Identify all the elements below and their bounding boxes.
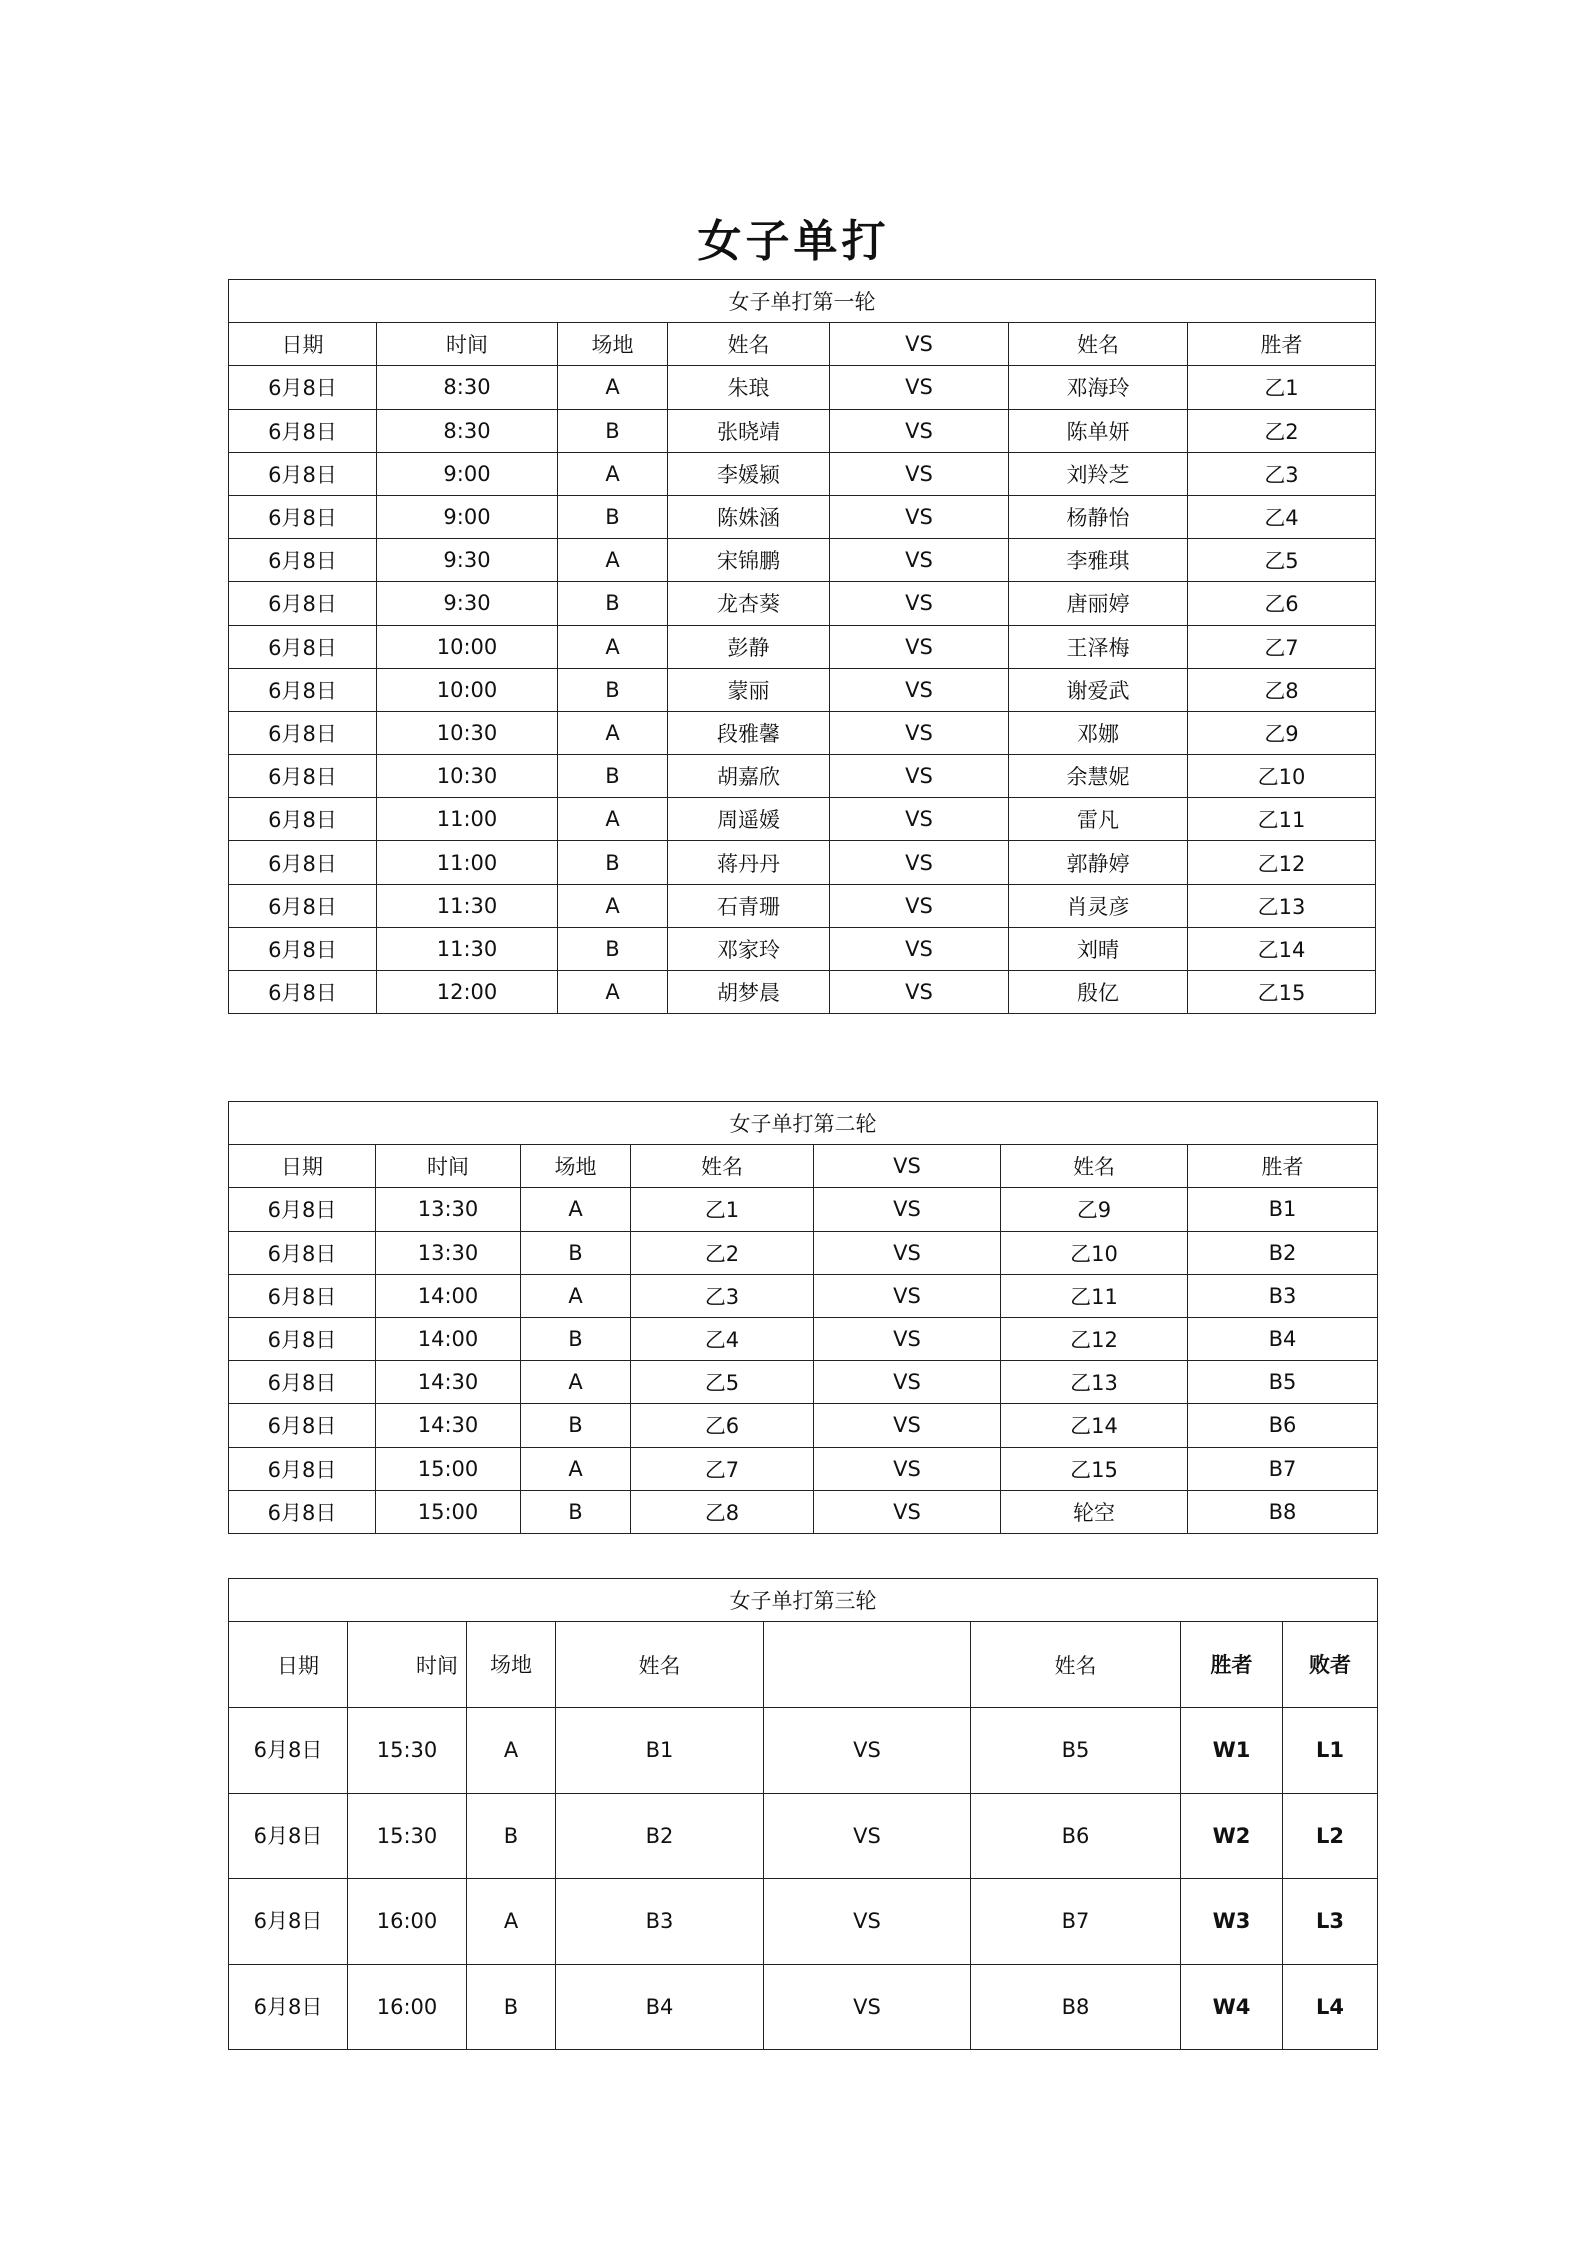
cell-vs: VS [830,366,1009,409]
cell-time: 9:00 [377,495,558,538]
cell-date: 6月8日 [229,1964,348,2050]
cell-time: 13:30 [376,1231,521,1274]
table-row [229,841,1376,884]
cell-name-right: 乙15 [1001,1447,1188,1490]
cell-name-right: 郭静婷 [1009,841,1188,884]
cell-winner: B4 [1188,1317,1378,1360]
table-row [229,539,1376,582]
round2-table [228,1101,1378,1534]
cell-court: B [558,582,668,625]
cell-name-right: 邓海玲 [1009,366,1188,409]
cell-winner: 乙10 [1188,755,1376,798]
cell-winner: B6 [1188,1404,1378,1447]
cell-winner: 乙3 [1188,452,1376,495]
cell-vs: VS [814,1317,1001,1360]
cell-date: 6月8日 [229,625,377,668]
cell-vs: VS [830,798,1009,841]
cell-time: 16:00 [348,1964,467,2050]
cell-date: 6月8日 [229,668,377,711]
header-row [229,1622,1378,1708]
cell-name-left: 乙2 [631,1231,814,1274]
cell-name-left: B3 [556,1879,764,1965]
cell-date: 6月8日 [229,452,377,495]
cell-name-right: 唐丽婷 [1009,582,1188,625]
cell-name-left: B2 [556,1793,764,1879]
table-row [229,1879,1378,1965]
cell-court: A [558,971,668,1014]
cell-name-left: 张晓靖 [668,409,830,452]
cell-court: B [521,1231,631,1274]
cell-date: 6月8日 [229,1274,376,1317]
cell-time: 9:30 [377,539,558,582]
table-row [229,1708,1378,1794]
table-row [229,625,1376,668]
cell-vs: VS [830,884,1009,927]
cell-vs: VS [830,971,1009,1014]
table-row [229,1317,1378,1360]
round2-body [229,1102,1378,1534]
cell-time: 10:30 [377,755,558,798]
cell-date: 6月8日 [229,366,377,409]
table-row [229,668,1376,711]
cell-date: 6月8日 [229,1317,376,1360]
cell-vs: VS [814,1447,1001,1490]
cell-name-left: 陈姝涵 [668,495,830,538]
cell-name-right: 乙9 [1001,1188,1188,1231]
cell-name-right: 乙12 [1001,1317,1188,1360]
cell-winner: B1 [1188,1188,1378,1231]
cell-vs: VS [830,841,1009,884]
header-name-left: 姓名 [631,1145,814,1188]
cell-vs: VS [814,1490,1001,1533]
cell-court: A [558,452,668,495]
cell-vs: VS [830,711,1009,754]
cell-date: 6月8日 [229,495,377,538]
cell-name-right: B7 [971,1879,1181,1965]
cell-vs: VS [830,409,1009,452]
cell-vs: VS [764,1879,971,1965]
cell-court: A [558,366,668,409]
table-row [229,1188,1378,1231]
cell-court: B [558,841,668,884]
cell-vs: VS [814,1231,1001,1274]
cell-winner: 乙5 [1188,539,1376,582]
round3-table [228,1578,1378,2050]
cell-loser: L2 [1283,1793,1378,1879]
cell-name-right: 王泽梅 [1009,625,1188,668]
cell-date: 6月8日 [229,1879,348,1965]
cell-winner: B7 [1188,1447,1378,1490]
cell-time: 11:30 [377,884,558,927]
cell-court: A [521,1188,631,1231]
header-name-left: 姓名 [668,323,830,366]
cell-time: 10:30 [377,711,558,754]
header-name-left: 姓名 [556,1622,764,1708]
cell-name-right: B6 [971,1793,1181,1879]
cell-time: 12:00 [377,971,558,1014]
cell-name-right: 余慧妮 [1009,755,1188,798]
cell-court: B [558,409,668,452]
table-row [229,366,1376,409]
round1-table [228,279,1376,1014]
cell-name-right: 雷凡 [1009,798,1188,841]
cell-name-left: 石青珊 [668,884,830,927]
cell-date: 6月8日 [229,755,377,798]
cell-winner: 乙8 [1188,668,1376,711]
cell-court: A [467,1879,556,1965]
cell-name-left: B1 [556,1708,764,1794]
table-row [229,1793,1378,1879]
cell-court: B [467,1793,556,1879]
cell-time: 9:30 [377,582,558,625]
cell-court: B [521,1490,631,1533]
cell-name-right: 刘晴 [1009,927,1188,970]
cell-date: 6月8日 [229,1447,376,1490]
cell-vs: VS [830,582,1009,625]
table-row [229,409,1376,452]
cell-date: 6月8日 [229,971,377,1014]
cell-name-left: 乙4 [631,1317,814,1360]
cell-vs: VS [764,1793,971,1879]
cell-court: B [558,927,668,970]
cell-vs: VS [814,1361,1001,1404]
cell-time: 14:00 [376,1317,521,1360]
cell-winner: 乙12 [1188,841,1376,884]
table-row [229,1964,1378,2050]
cell-name-left: B4 [556,1964,764,2050]
table-row [229,452,1376,495]
cell-date: 6月8日 [229,884,377,927]
cell-time: 8:30 [377,366,558,409]
cell-winner: B3 [1188,1274,1378,1317]
cell-time: 14:00 [376,1274,521,1317]
cell-time: 10:00 [377,625,558,668]
cell-winner: W1 [1181,1708,1283,1794]
cell-name-left: 朱琅 [668,366,830,409]
table-row [229,971,1376,1014]
cell-name-right: B8 [971,1964,1181,2050]
table-row [229,495,1376,538]
cell-name-left: 乙6 [631,1404,814,1447]
header-vs: VS [814,1145,1001,1188]
header-winner: 胜者 [1181,1622,1283,1708]
cell-name-left: 蒙丽 [668,668,830,711]
header-winner: 胜者 [1188,1145,1378,1188]
table-row [229,927,1376,970]
header-winner: 胜者 [1188,323,1376,366]
header-name-right: 姓名 [1001,1145,1188,1188]
cell-date: 6月8日 [229,1361,376,1404]
cell-court: A [558,884,668,927]
cell-name-left: 邓家玲 [668,927,830,970]
cell-name-left: 胡梦晨 [668,971,830,1014]
table-caption: 女子单打第二轮 [229,1102,1378,1145]
cell-winner: 乙15 [1188,971,1376,1014]
header-name-right: 姓名 [1009,323,1188,366]
table-row [229,1274,1378,1317]
cell-court: A [558,798,668,841]
cell-time: 11:00 [377,841,558,884]
cell-vs: VS [814,1188,1001,1231]
cell-name-right: 谢爱武 [1009,668,1188,711]
table-row [229,1447,1378,1490]
cell-time: 10:00 [377,668,558,711]
table-row [229,755,1376,798]
cell-time: 11:00 [377,798,558,841]
cell-time: 15:00 [376,1447,521,1490]
caption-row [229,1579,1378,1622]
cell-time: 15:30 [348,1708,467,1794]
cell-name-left: 宋锦鹏 [668,539,830,582]
cell-name-right: 邓娜 [1009,711,1188,754]
header-loser: 败者 [1283,1622,1378,1708]
cell-name-right: 乙13 [1001,1361,1188,1404]
header-row [229,1145,1378,1188]
cell-name-right: 乙10 [1001,1231,1188,1274]
cell-winner: B5 [1188,1361,1378,1404]
cell-winner: 乙13 [1188,884,1376,927]
cell-winner: 乙9 [1188,711,1376,754]
cell-name-left: 李媛颍 [668,452,830,495]
header-time: 时间 [348,1622,467,1708]
cell-winner: 乙11 [1188,798,1376,841]
cell-name-right: 刘羚芝 [1009,452,1188,495]
cell-court: B [521,1404,631,1447]
caption-row [229,1102,1378,1145]
cell-date: 6月8日 [229,582,377,625]
cell-date: 6月8日 [229,798,377,841]
cell-date: 6月8日 [229,1404,376,1447]
cell-winner: 乙4 [1188,495,1376,538]
cell-loser: L3 [1283,1879,1378,1965]
table-row [229,1404,1378,1447]
round3-body [229,1579,1378,2050]
header-court: 场地 [558,323,668,366]
cell-name-left: 乙8 [631,1490,814,1533]
cell-name-left: 龙杏葵 [668,582,830,625]
header-row [229,323,1376,366]
cell-name-right: 殷亿 [1009,971,1188,1014]
cell-date: 6月8日 [229,1708,348,1794]
header-name-right: 姓名 [971,1622,1181,1708]
cell-winner: B2 [1188,1231,1378,1274]
cell-name-left: 彭静 [668,625,830,668]
cell-court: A [521,1274,631,1317]
table-caption: 女子单打第三轮 [229,1579,1378,1622]
cell-date: 6月8日 [229,711,377,754]
cell-time: 11:30 [377,927,558,970]
cell-name-right: 乙14 [1001,1404,1188,1447]
header-time: 时间 [376,1145,521,1188]
cell-vs: VS [830,668,1009,711]
cell-winner: 乙2 [1188,409,1376,452]
cell-winner: 乙1 [1188,366,1376,409]
header-date: 日期 [229,1145,376,1188]
cell-name-right: 杨静怡 [1009,495,1188,538]
cell-name-left: 乙1 [631,1188,814,1231]
table-row [229,1490,1378,1533]
cell-court: A [467,1708,556,1794]
header-date: 日期 [229,1622,348,1708]
cell-time: 13:30 [376,1188,521,1231]
cell-winner: 乙7 [1188,625,1376,668]
cell-court: B [558,755,668,798]
header-time: 时间 [377,323,558,366]
cell-name-left: 胡嘉欣 [668,755,830,798]
cell-name-right: 陈单妍 [1009,409,1188,452]
cell-vs: VS [764,1708,971,1794]
cell-date: 6月8日 [229,841,377,884]
caption-row [229,280,1376,323]
table-row [229,582,1376,625]
table-row [229,711,1376,754]
cell-winner: W3 [1181,1879,1283,1965]
cell-date: 6月8日 [229,1793,348,1879]
cell-court: A [558,711,668,754]
cell-name-left: 乙5 [631,1361,814,1404]
cell-name-left: 乙7 [631,1447,814,1490]
header-court: 场地 [467,1622,556,1708]
header-vs: VS [830,323,1009,366]
cell-time: 14:30 [376,1361,521,1404]
cell-name-right: 轮空 [1001,1490,1188,1533]
cell-date: 6月8日 [229,539,377,582]
cell-vs: VS [830,927,1009,970]
cell-time: 8:30 [377,409,558,452]
cell-court: A [521,1447,631,1490]
cell-court: B [467,1964,556,2050]
table-caption: 女子单打第一轮 [229,280,1376,323]
cell-time: 14:30 [376,1404,521,1447]
table-row [229,1361,1378,1404]
cell-date: 6月8日 [229,1188,376,1231]
cell-court: A [521,1361,631,1404]
cell-vs: VS [764,1964,971,2050]
cell-time: 9:00 [377,452,558,495]
cell-loser: L1 [1283,1708,1378,1794]
cell-vs: VS [814,1274,1001,1317]
cell-court: B [521,1317,631,1360]
cell-winner: B8 [1188,1490,1378,1533]
cell-name-left: 段雅馨 [668,711,830,754]
cell-name-left: 乙3 [631,1274,814,1317]
cell-vs: VS [830,755,1009,798]
round1-body [229,280,1376,1014]
header-date: 日期 [229,323,377,366]
cell-name-right: 乙11 [1001,1274,1188,1317]
cell-date: 6月8日 [229,409,377,452]
cell-time: 15:30 [348,1793,467,1879]
cell-date: 6月8日 [229,1490,376,1533]
table-row [229,798,1376,841]
cell-winner: W4 [1181,1964,1283,2050]
cell-winner: W2 [1181,1793,1283,1879]
cell-date: 6月8日 [229,1231,376,1274]
cell-date: 6月8日 [229,927,377,970]
cell-vs: VS [830,495,1009,538]
table-row [229,884,1376,927]
cell-name-right: B5 [971,1708,1181,1794]
cell-vs: VS [830,625,1009,668]
cell-winner: 乙14 [1188,927,1376,970]
cell-vs: VS [814,1404,1001,1447]
cell-court: B [558,495,668,538]
cell-loser: L4 [1283,1964,1378,2050]
cell-vs: VS [830,452,1009,495]
header-vs [764,1622,971,1708]
cell-time: 16:00 [348,1879,467,1965]
header-court: 场地 [521,1145,631,1188]
cell-time: 15:00 [376,1490,521,1533]
cell-name-left: 蒋丹丹 [668,841,830,884]
cell-name-right: 肖灵彦 [1009,884,1188,927]
cell-name-left: 周遥媛 [668,798,830,841]
cell-name-right: 李雅琪 [1009,539,1188,582]
cell-vs: VS [830,539,1009,582]
cell-court: B [558,668,668,711]
table-row [229,1231,1378,1274]
cell-court: A [558,539,668,582]
cell-court: A [558,625,668,668]
cell-winner: 乙6 [1188,582,1376,625]
page-title: 女子单打 [697,216,890,267]
